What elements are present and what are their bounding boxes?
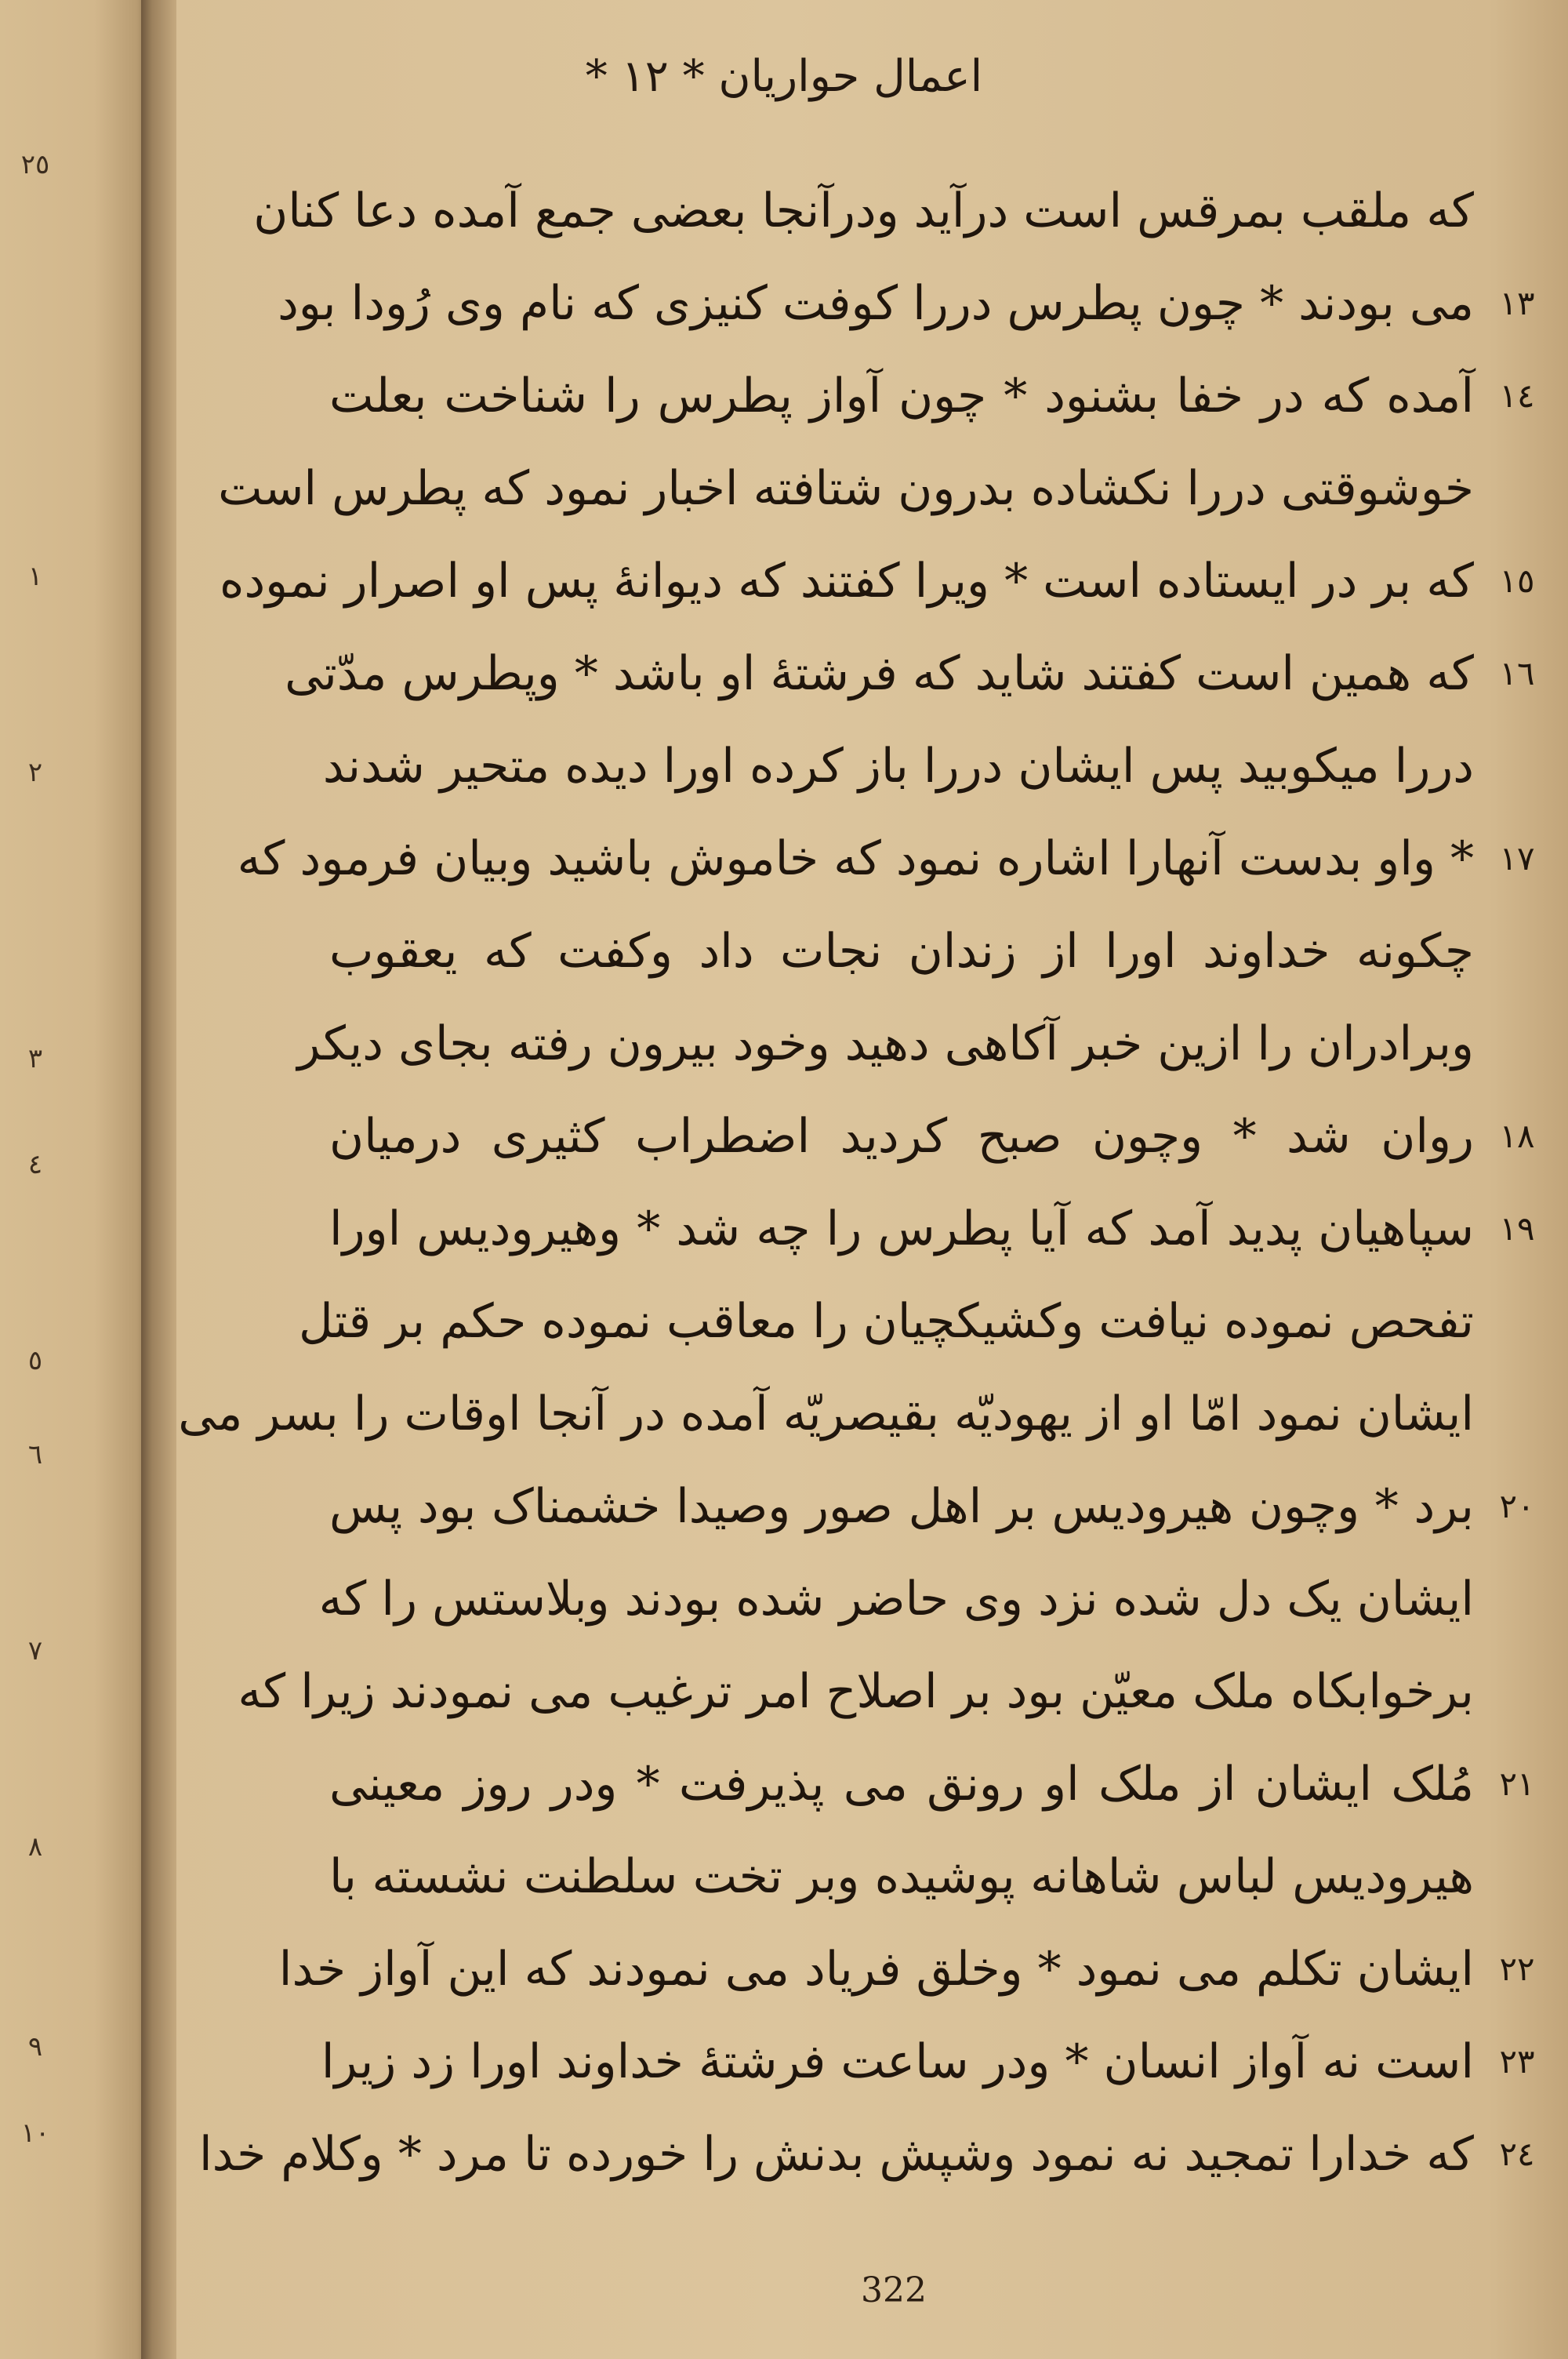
text-line: وبرادران را ازین خبر آکاهی دهید وخود بیرون رفته بجای دیکر (297, 1016, 1474, 1071)
verse-number: ١٣ (1499, 284, 1535, 322)
text-line: دررا میکوبید پس ایشان دررا باز کرده اورا دیده متحیر شدند (322, 739, 1474, 794)
left-page-number: ١٠ (20, 2117, 50, 2149)
verse-number: ٢١ (1499, 1765, 1535, 1803)
verse-number: ١٩ (1499, 1209, 1535, 1248)
text-line: که همین است کفتند شاید که فرشتهٔ او باشد * وپطرس مدّتی (285, 646, 1474, 701)
text-line: آمده که در خفا بشنود * چون آواز پطرس را شناخت بعلت (329, 369, 1474, 423)
text-line: است نه آواز انسان * ودر ساعت فرشتهٔ خداوند اورا زد زیرا (321, 2034, 1474, 2089)
text-line: خوشوقتی دررا نکشاده بدرون شتافته اخبار نمود که پطرس است (218, 461, 1474, 516)
text-line: ایشان تکلم می نمود * وخلق فریاد می نمودند که این آواز خدا (278, 1942, 1474, 1997)
text-line: برخوابکاه ملک معیّن بود بر اصلاح امر ترغیب می نمودند زیرا که (238, 1664, 1474, 1719)
text-line: چکونه خداوند اورا از زندان نجات داد وکفت که یعقوب (329, 924, 1475, 979)
text-line: روان شد * وچون صبح کردید اضطراب کثیری درمیان (329, 1109, 1474, 1164)
left-page-number: ١ (27, 561, 43, 592)
verse-number: ٢٣ (1499, 2042, 1535, 2081)
verse-number: ١٧ (1499, 839, 1535, 878)
verse-number: ١٤ (1499, 376, 1535, 415)
left-page-number: ٧ (27, 1635, 43, 1667)
text-line: ایشان نمود امّا او از یهودیّه بقیصریّه آمده در آنجا اوقات را بسر می (178, 1387, 1474, 1441)
left-page-number: ٣ (27, 1043, 43, 1074)
verse-number: ٢٠ (1499, 1487, 1535, 1525)
running-head: اعمال حواريان * ١٢ * (585, 51, 983, 102)
left-page-number: ٦ (27, 1439, 43, 1470)
text-line: مُلک ایشان از ملک او رونق می پذیرفت * ودر روز معینی (329, 1757, 1474, 1812)
verse-number: ١٨ (1499, 1117, 1535, 1155)
text-line: که بر در ایستاده است * ویرا کفتند که دیوانهٔ پس او اصرار نموده (220, 554, 1474, 609)
text-line: سپاهیان پدید آمد که آیا پطرس را چه شد * وهیرودیس اورا (329, 1201, 1474, 1256)
left-page-number: ٨ (27, 1831, 43, 1863)
verse-number: ١٥ (1499, 562, 1535, 600)
text-line: برد * وچون هیرودیس بر اهل صور وصیدا خشمناک بود پس (329, 1479, 1474, 1534)
text-line: هیرودیس لباس شاهانه پوشیده وبر تخت سلطنت نشسته با (329, 1849, 1474, 1904)
text-line: که ملقب بمرقس است درآید ودرآنجا بعضی جمع آمده دعا کنان (253, 184, 1474, 238)
text-line: می بودند * چون پطرس دررا کوفت کنیزی که نام وی رُودا بود (278, 276, 1474, 331)
text-line: ایشان یک دل شده نزد وی حاضر شده بودند وبلاستس را که (318, 1572, 1474, 1627)
verse-number: ٢٢ (1499, 1950, 1535, 1988)
left-page-number: ٥ (27, 1345, 43, 1376)
text-line: * واو بدست آنهارا اشاره نمود که خاموش باشید وبیان فرمود که (237, 831, 1474, 886)
verse-number: ١٦ (1499, 654, 1535, 692)
left-page-edge (0, 0, 149, 2359)
left-page-number: ٢٥ (20, 149, 50, 180)
left-page-number: ٩ (27, 2031, 43, 2063)
page-number: 322 (861, 2270, 927, 2310)
left-page-number: ٢ (27, 757, 43, 788)
text-line: تفحص نموده نیافت وکشیکچیان را معاقب نموده حکم بر قتل (299, 1294, 1474, 1349)
left-page-number: ٤ (27, 1149, 43, 1180)
verse-number: ٢٤ (1499, 2135, 1535, 2173)
text-block (178, 165, 1535, 2235)
text-line: که خدارا تمجید نه نمود وشپش بدنش را خورده تا مرد * وکلام خدا (198, 2127, 1474, 2182)
book-gutter-shadow (141, 0, 176, 2359)
